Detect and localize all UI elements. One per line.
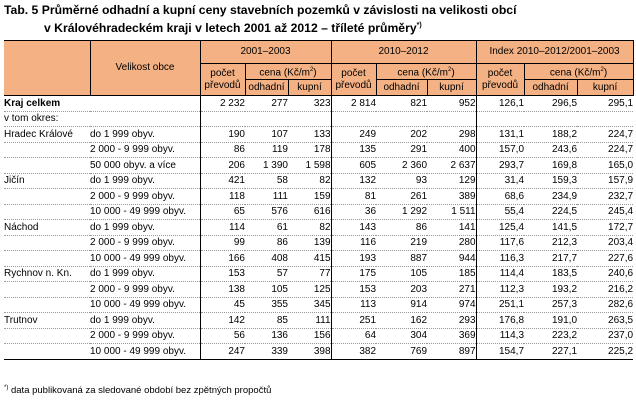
header-purchase-3: kupní <box>577 80 633 96</box>
row-value: 203 <box>376 282 427 298</box>
row-value: 188,2 <box>524 127 577 143</box>
row-value: 141,5 <box>524 220 577 236</box>
row-value: 345 <box>288 297 331 313</box>
title-line-2-text: v Královéhradeckém kraji v letech 2001 až 2012 – tříleté průměry <box>44 21 417 36</box>
header-size: Velikost obce <box>90 41 200 96</box>
row-value: 616 <box>288 204 331 220</box>
row-value: 178 <box>288 142 331 158</box>
row-value: 114,4 <box>476 266 524 282</box>
row-value: 576 <box>245 204 288 220</box>
row-value: 224,5 <box>524 204 577 220</box>
row-size-category: 2 000 - 9 999 obyv. <box>90 282 200 298</box>
table-row <box>4 173 633 189</box>
header-period-2: 2010–2012 <box>331 41 476 64</box>
row-size-category: 10 000 - 49 999 obyv. <box>90 344 200 360</box>
row-region <box>4 235 90 251</box>
row-value: 206 <box>200 158 245 174</box>
row-region: Rychnov n. Kn. <box>4 266 90 282</box>
row-value: 31,4 <box>476 173 524 189</box>
row-value: 245,4 <box>577 204 633 220</box>
row-value: 116 <box>331 235 376 251</box>
row-value: 398 <box>288 344 331 360</box>
table-row <box>4 297 633 313</box>
row-value: 296,5 <box>524 96 577 112</box>
row-value: 56 <box>200 328 245 344</box>
row-value: 141 <box>427 220 476 236</box>
table-row <box>4 235 633 251</box>
row-value: 225,2 <box>577 344 633 360</box>
row-value: 107 <box>245 127 288 143</box>
row-value: 126,1 <box>476 96 524 112</box>
row-value: 251 <box>331 313 376 329</box>
row-value: 202 <box>376 127 427 143</box>
footnote-text: data publikovaná za sledované období bez zpětných propočtů <box>8 385 272 397</box>
row-value: 86 <box>376 220 427 236</box>
row-size-category: 2 000 - 9 999 obyv. <box>90 235 200 251</box>
row-value: 821 <box>376 96 427 112</box>
table-row <box>4 142 633 158</box>
row-value: 136 <box>245 328 288 344</box>
row-value: 129 <box>427 173 476 189</box>
row-value: 217,7 <box>524 251 577 267</box>
row-region <box>4 158 90 174</box>
row-value: 280 <box>427 235 476 251</box>
row-value: 1 598 <box>288 158 331 174</box>
row-value: 65 <box>200 204 245 220</box>
row-value: 183,5 <box>524 266 577 282</box>
row-size-category: do 1 999 obyv. <box>90 313 200 329</box>
row-value: 415 <box>288 251 331 267</box>
row-value: 887 <box>376 251 427 267</box>
row-value: 159 <box>288 189 331 205</box>
row-value: 293 <box>427 313 476 329</box>
row-value: 282,6 <box>577 297 633 313</box>
header-price-3: cena $(Kč/m^2)$ <box>524 64 633 80</box>
row-value: 105 <box>376 266 427 282</box>
row-region: Trutnov <box>4 313 90 329</box>
row-size-category: 10 000 - 49 999 obyv. <box>90 297 200 313</box>
row-region: Hradec Králové <box>4 127 90 143</box>
row-region <box>4 142 90 158</box>
row-region <box>4 189 90 205</box>
header-period-index: Index 2010–2012/2001–2003 <box>476 41 633 64</box>
row-value: 64 <box>331 328 376 344</box>
row-region: Kraj celkem <box>4 96 200 112</box>
row-value: 243,6 <box>524 142 577 158</box>
row-value: 1 390 <box>245 158 288 174</box>
header-estimated-2: odhadní <box>376 80 427 96</box>
row-value: 240,6 <box>577 266 633 282</box>
table-row <box>4 328 633 344</box>
row-value: 116,3 <box>476 251 524 267</box>
row-value: 605 <box>331 158 376 174</box>
row-value: 45 <box>200 297 245 313</box>
row-value: 157,9 <box>577 173 633 189</box>
row-value: 166 <box>200 251 245 267</box>
row-value: 77 <box>288 266 331 282</box>
row-value: 125,4 <box>476 220 524 236</box>
row-value: 216,2 <box>577 282 633 298</box>
row-value <box>524 111 577 127</box>
row-size-category: do 1 999 obyv. <box>90 220 200 236</box>
row-value: 355 <box>245 297 288 313</box>
row-region <box>4 344 90 360</box>
row-value: 82 <box>288 220 331 236</box>
table-row <box>4 111 633 127</box>
row-value: 135 <box>331 142 376 158</box>
data-table <box>4 40 634 360</box>
header-count-3: počet převodů <box>476 64 524 96</box>
row-value: 125 <box>288 282 331 298</box>
row-value: 1 292 <box>376 204 427 220</box>
row-value: 191,0 <box>524 313 577 329</box>
row-value: 185 <box>427 266 476 282</box>
row-size-category: 10 000 - 49 999 obyv. <box>90 251 200 267</box>
row-value: 304 <box>376 328 427 344</box>
row-value: 85 <box>245 313 288 329</box>
row-region: Náchod <box>4 220 90 236</box>
header-count-1: počet převodů <box>200 64 245 96</box>
row-value: 339 <box>245 344 288 360</box>
table-row <box>4 96 633 112</box>
row-region <box>4 297 90 313</box>
header-estimated-1: odhadní <box>245 80 288 96</box>
row-region <box>4 328 90 344</box>
row-value: 271 <box>427 282 476 298</box>
row-value: 2 814 <box>331 96 376 112</box>
row-value: 143 <box>331 220 376 236</box>
row-region: Jičín <box>4 173 90 189</box>
row-value <box>577 111 633 127</box>
table-row <box>4 220 633 236</box>
row-value <box>476 111 524 127</box>
row-size-category: 2 000 - 9 999 obyv. <box>90 328 200 344</box>
row-value: 86 <box>245 235 288 251</box>
row-value: 131,1 <box>476 127 524 143</box>
row-value: 172,7 <box>577 220 633 236</box>
row-value: 277 <box>245 96 288 112</box>
row-value: 156 <box>288 328 331 344</box>
table-row <box>4 251 633 267</box>
row-value: 234,9 <box>524 189 577 205</box>
row-value: 61 <box>245 220 288 236</box>
row-value: 237,0 <box>577 328 633 344</box>
table-header <box>4 41 633 96</box>
row-size-category: do 1 999 obyv. <box>90 266 200 282</box>
row-value: 154,7 <box>476 344 524 360</box>
row-value: 408 <box>245 251 288 267</box>
title-note-mark: *) <box>416 22 422 29</box>
row-value: 68,6 <box>476 189 524 205</box>
row-value: 159,3 <box>524 173 577 189</box>
row-value: 190 <box>200 127 245 143</box>
header-corner <box>4 41 90 96</box>
row-value: 249 <box>331 127 376 143</box>
row-value: 1 511 <box>427 204 476 220</box>
row-value <box>331 111 376 127</box>
table-row <box>4 127 633 143</box>
row-value: 224,7 <box>577 142 633 158</box>
row-value: 295,1 <box>577 96 633 112</box>
row-size-category: 2 000 - 9 999 obyv. <box>90 189 200 205</box>
row-value: 382 <box>331 344 376 360</box>
table-row <box>4 282 633 298</box>
title-line-1: Tab. 5 Průměrné odhadní a kupní ceny stavebních pozemků v závislosti na velikosti obcí <box>4 3 517 17</box>
row-value: 114 <box>200 220 245 236</box>
row-value: 974 <box>427 297 476 313</box>
row-value: 132 <box>331 173 376 189</box>
table-title <box>4 2 632 36</box>
row-value: 165,0 <box>577 158 633 174</box>
row-value: 251,1 <box>476 297 524 313</box>
row-value: 2 232 <box>200 96 245 112</box>
table-row <box>4 344 633 360</box>
row-value <box>245 111 288 127</box>
row-size-category: do 1 999 obyv. <box>90 127 200 143</box>
row-value: 2 360 <box>376 158 427 174</box>
row-value: 169,8 <box>524 158 577 174</box>
table-row <box>4 158 633 174</box>
row-value: 203,4 <box>577 235 633 251</box>
row-value: 291 <box>376 142 427 158</box>
row-value: 421 <box>200 173 245 189</box>
header-estimated-3: odhadní <box>524 80 577 96</box>
header-count-2: počet převodů <box>331 64 376 96</box>
row-value: 111 <box>288 313 331 329</box>
row-value: 57 <box>245 266 288 282</box>
header-price-1: cena $(Kč/m^2)$ <box>245 64 331 80</box>
header-purchase-1: kupní <box>288 80 331 96</box>
row-size-category: 50 000 obyv. a více <box>90 158 200 174</box>
row-value: 769 <box>376 344 427 360</box>
row-value: 55,4 <box>476 204 524 220</box>
table-row <box>4 313 633 329</box>
row-value: 93 <box>376 173 427 189</box>
title-line-2 <box>4 18 632 36</box>
footnote-mark: *) <box>4 385 9 391</box>
row-value: 139 <box>288 235 331 251</box>
row-value: 153 <box>331 282 376 298</box>
row-value: 212,3 <box>524 235 577 251</box>
row-value: 58 <box>245 173 288 189</box>
row-value: 162 <box>376 313 427 329</box>
row-size-category: 2 000 - 9 999 obyv. <box>90 142 200 158</box>
row-region <box>4 251 90 267</box>
row-value: 2 637 <box>427 158 476 174</box>
row-value: 232,7 <box>577 189 633 205</box>
row-value: 111 <box>245 189 288 205</box>
row-value: 138 <box>200 282 245 298</box>
row-value: 323 <box>288 96 331 112</box>
row-value: 400 <box>427 142 476 158</box>
row-value: 247 <box>200 344 245 360</box>
header-period-1: 2001–2003 <box>200 41 331 64</box>
row-value <box>427 111 476 127</box>
row-value <box>288 111 331 127</box>
row-value: 293,7 <box>476 158 524 174</box>
row-value: 369 <box>427 328 476 344</box>
row-value: 86 <box>200 142 245 158</box>
row-region: v tom okres: <box>4 111 200 127</box>
row-value: 952 <box>427 96 476 112</box>
row-value: 227,6 <box>577 251 633 267</box>
row-value: 133 <box>288 127 331 143</box>
row-value: 176,8 <box>476 313 524 329</box>
row-value <box>376 111 427 127</box>
row-value: 81 <box>331 189 376 205</box>
row-value <box>200 111 245 127</box>
row-value: 113 <box>331 297 376 313</box>
row-value: 82 <box>288 173 331 189</box>
row-value: 298 <box>427 127 476 143</box>
row-value: 219 <box>376 235 427 251</box>
row-value: 153 <box>200 266 245 282</box>
row-value: 142 <box>200 313 245 329</box>
row-value: 99 <box>200 235 245 251</box>
row-value: 175 <box>331 266 376 282</box>
row-value: 944 <box>427 251 476 267</box>
row-value: 897 <box>427 344 476 360</box>
row-size-category: do 1 999 obyv. <box>90 173 200 189</box>
table-row <box>4 266 633 282</box>
row-value: 157,0 <box>476 142 524 158</box>
row-value: 117,6 <box>476 235 524 251</box>
row-value: 118 <box>200 189 245 205</box>
row-value: 114,3 <box>476 328 524 344</box>
row-region <box>4 204 90 220</box>
row-value: 105 <box>245 282 288 298</box>
header-price-2: cena $(Kč/m^2)$ <box>376 64 476 80</box>
row-value: 193 <box>331 251 376 267</box>
row-value: 261 <box>376 189 427 205</box>
table-body <box>4 96 633 360</box>
row-value: 389 <box>427 189 476 205</box>
row-value: 257,3 <box>524 297 577 313</box>
row-value: 112,3 <box>476 282 524 298</box>
row-region <box>4 282 90 298</box>
row-value: 193,2 <box>524 282 577 298</box>
row-value: 224,7 <box>577 127 633 143</box>
row-size-category: 10 000 - 49 999 obyv. <box>90 204 200 220</box>
row-value: 36 <box>331 204 376 220</box>
footnote <box>4 385 271 396</box>
table-row <box>4 189 633 205</box>
table-row <box>4 204 633 220</box>
row-value: 263,5 <box>577 313 633 329</box>
row-value: 227,1 <box>524 344 577 360</box>
row-value: 119 <box>245 142 288 158</box>
row-value: 223,2 <box>524 328 577 344</box>
row-value: 914 <box>376 297 427 313</box>
header-purchase-2: kupní <box>427 80 476 96</box>
